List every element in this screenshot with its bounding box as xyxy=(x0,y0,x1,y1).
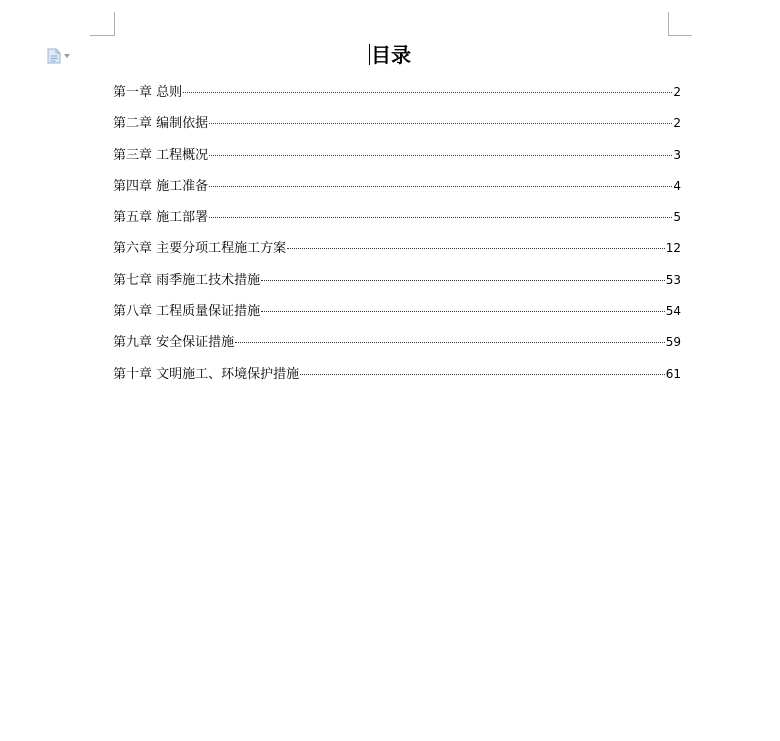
toc-dot-leader xyxy=(235,342,665,343)
toc-chapter-number: 第八章 xyxy=(113,304,153,320)
toc-page-number: 5 xyxy=(673,210,681,225)
toc-page-number: 54 xyxy=(665,304,681,319)
toc-chapter-number: 第五章 xyxy=(113,210,153,226)
toc-page-number: 4 xyxy=(673,178,681,193)
toc-dot-leader xyxy=(209,123,672,124)
page-corner-mark-top-left xyxy=(114,12,115,36)
text-cursor xyxy=(369,44,370,65)
toc-entry[interactable] xyxy=(113,301,681,332)
toc-page-number: 2 xyxy=(673,116,681,131)
toc-entry[interactable] xyxy=(113,207,681,238)
toc-page-number: 53 xyxy=(665,272,681,287)
toc-chapter-number: 第九章 xyxy=(113,335,153,351)
toc-heading: 文明施工、环境保护措施 xyxy=(156,366,300,382)
toc-page-number: 3 xyxy=(673,147,681,162)
toc-entry[interactable] xyxy=(113,270,681,301)
toc-chapter-number: 第十章 xyxy=(113,366,153,382)
page-title: 目录 xyxy=(371,43,411,67)
toc-dot-leader xyxy=(261,280,665,281)
toc-chapter-number: 第六章 xyxy=(113,241,153,257)
toc-page-number: 59 xyxy=(665,335,681,350)
toc-entry[interactable] xyxy=(113,238,681,269)
toc-heading: 总则 xyxy=(156,85,183,100)
toc-dot-leader xyxy=(183,92,672,93)
toc-heading: 工程概况 xyxy=(156,147,209,163)
page-corner-mark-top-right xyxy=(668,12,669,36)
toc-chapter-number: 第七章 xyxy=(113,272,153,288)
toc-chapter-number: 第三章 xyxy=(113,147,153,163)
toc-entry[interactable] xyxy=(113,82,681,113)
toc-page-number: 61 xyxy=(665,366,681,381)
toc-heading: 编制依据 xyxy=(156,116,209,132)
toc-entry[interactable] xyxy=(113,113,681,144)
toc-dot-leader xyxy=(300,374,665,375)
page-corner-mark-top-left xyxy=(90,35,115,36)
toc-entry[interactable] xyxy=(113,332,681,363)
table-of-contents xyxy=(113,82,681,395)
toc-entry[interactable] xyxy=(113,176,681,207)
toc-entry[interactable] xyxy=(113,145,681,176)
toc-dot-leader xyxy=(261,311,665,312)
toc-heading: 雨季施工技术措施 xyxy=(156,272,261,288)
toc-heading: 施工部署 xyxy=(156,210,209,226)
toc-dot-leader xyxy=(209,155,672,156)
toc-heading: 主要分项工程施工方案 xyxy=(156,241,287,257)
toc-page-number: 2 xyxy=(673,85,681,99)
toc-heading: 施工准备 xyxy=(156,178,209,194)
toc-entry[interactable] xyxy=(113,364,681,395)
toc-dot-leader xyxy=(287,248,665,249)
toc-heading: 安全保证措施 xyxy=(156,335,235,351)
toc-heading: 工程质量保证措施 xyxy=(156,304,261,320)
toc-title-block[interactable] xyxy=(0,42,780,68)
toc-dot-leader xyxy=(209,186,672,187)
toc-chapter-number: 第四章 xyxy=(113,178,153,194)
toc-dot-leader xyxy=(209,217,672,218)
page-corner-mark-top-right xyxy=(668,35,692,36)
toc-page-number: 12 xyxy=(665,241,681,256)
toc-chapter-number: 第二章 xyxy=(113,116,153,132)
toc-chapter-number: 第一章 xyxy=(113,85,153,100)
